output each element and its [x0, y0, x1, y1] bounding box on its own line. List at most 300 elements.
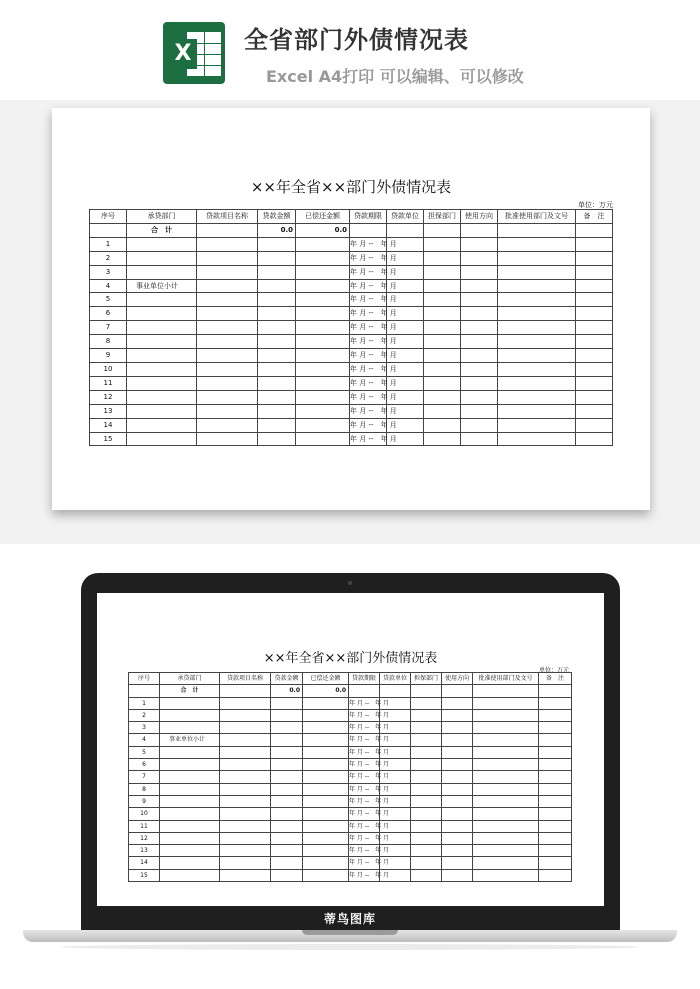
table-cell[interactable] — [442, 709, 473, 721]
term-cell[interactable]: 年 月 -- 年 月 — [350, 265, 387, 279]
table-cell[interactable] — [258, 321, 296, 335]
term-cell[interactable]: 年 月 -- 年 月 — [349, 832, 380, 844]
table-cell[interactable] — [220, 771, 271, 783]
table-cell[interactable] — [303, 869, 349, 881]
table-cell[interactable] — [539, 857, 572, 869]
table-cell[interactable] — [461, 279, 498, 293]
table-cell[interactable] — [303, 845, 349, 857]
table-cell[interactable] — [411, 685, 442, 697]
table-cell[interactable] — [424, 404, 461, 418]
table-cell[interactable] — [380, 685, 411, 697]
table-cell[interactable] — [271, 734, 303, 746]
column-header[interactable]: 已偿还金额 — [296, 210, 350, 224]
table-cell[interactable] — [461, 265, 498, 279]
table-cell[interactable] — [197, 404, 258, 418]
dept-cell[interactable] — [160, 722, 220, 734]
dept-cell[interactable] — [160, 820, 220, 832]
dept-cell[interactable] — [127, 362, 197, 376]
column-header[interactable]: 担保部门 — [424, 210, 461, 224]
table-cell[interactable] — [539, 771, 572, 783]
table-cell[interactable] — [296, 265, 350, 279]
table-cell[interactable] — [498, 251, 576, 265]
table-cell[interactable] — [197, 362, 258, 376]
row-number[interactable]: 15 — [129, 869, 160, 881]
row-number[interactable]: 13 — [90, 404, 127, 418]
term-cell[interactable]: 年 月 -- 年 月 — [350, 404, 387, 418]
table-cell[interactable] — [498, 307, 576, 321]
table-cell[interactable] — [539, 722, 572, 734]
table-cell[interactable] — [258, 390, 296, 404]
table-cell[interactable] — [296, 349, 350, 363]
table-cell[interactable] — [473, 771, 539, 783]
table-cell[interactable] — [424, 349, 461, 363]
table-cell[interactable] — [303, 709, 349, 721]
table-cell[interactable] — [539, 697, 572, 709]
table-cell[interactable] — [576, 418, 613, 432]
column-header[interactable]: 贷款金额 — [258, 210, 296, 224]
row-number[interactable]: 2 — [90, 251, 127, 265]
column-header[interactable]: 批准使用部门及文号 — [498, 210, 576, 224]
table-cell[interactable] — [411, 771, 442, 783]
column-header[interactable]: 贷款期限 — [349, 673, 380, 685]
dept-cell[interactable] — [160, 795, 220, 807]
row-number[interactable]: 6 — [129, 759, 160, 771]
column-header[interactable]: 担保部门 — [411, 673, 442, 685]
table-cell[interactable] — [271, 820, 303, 832]
term-cell[interactable]: 年 月 -- 年 月 — [350, 307, 387, 321]
term-cell[interactable]: 年 月 -- 年 月 — [349, 783, 380, 795]
table-cell[interactable] — [473, 832, 539, 844]
dept-cell[interactable] — [160, 709, 220, 721]
row-number[interactable]: 2 — [129, 709, 160, 721]
table-cell[interactable] — [424, 390, 461, 404]
table-cell[interactable] — [197, 237, 258, 251]
table-cell[interactable] — [303, 820, 349, 832]
column-header[interactable]: 序号 — [129, 673, 160, 685]
table-cell[interactable] — [296, 404, 350, 418]
table-cell[interactable] — [411, 795, 442, 807]
table-cell[interactable] — [271, 697, 303, 709]
table-cell[interactable] — [498, 349, 576, 363]
table-cell[interactable] — [271, 857, 303, 869]
table-cell[interactable] — [498, 404, 576, 418]
table-cell[interactable] — [442, 832, 473, 844]
table-cell[interactable] — [498, 223, 576, 237]
dept-cell[interactable] — [160, 759, 220, 771]
column-header[interactable]: 已偿还金额 — [303, 673, 349, 685]
table-cell[interactable] — [220, 795, 271, 807]
table-cell[interactable] — [576, 432, 613, 446]
table-cell[interactable] — [296, 237, 350, 251]
table-cell[interactable] — [411, 734, 442, 746]
dept-cell[interactable] — [160, 746, 220, 758]
table-cell[interactable] — [424, 223, 461, 237]
row-number[interactable]: 1 — [90, 237, 127, 251]
table-cell[interactable] — [303, 722, 349, 734]
total-repaid-amount[interactable]: 0.0 — [296, 223, 350, 237]
table-cell[interactable] — [473, 709, 539, 721]
dept-cell[interactable] — [127, 307, 197, 321]
dept-cell[interactable] — [127, 265, 197, 279]
table-cell[interactable] — [461, 432, 498, 446]
row-number[interactable]: 6 — [90, 307, 127, 321]
table-cell[interactable] — [271, 722, 303, 734]
dept-cell[interactable] — [127, 335, 197, 349]
table-cell[interactable] — [424, 335, 461, 349]
dept-cell[interactable] — [127, 418, 197, 432]
row-number[interactable]: 10 — [90, 362, 127, 376]
row-number[interactable]: 4 — [90, 279, 127, 293]
table-cell[interactable] — [296, 321, 350, 335]
row-number[interactable]: 5 — [90, 293, 127, 307]
term-cell[interactable]: 年 月 -- 年 月 — [349, 845, 380, 857]
dept-cell[interactable] — [160, 771, 220, 783]
table-cell[interactable] — [258, 404, 296, 418]
table-cell[interactable] — [197, 418, 258, 432]
table-cell[interactable] — [424, 376, 461, 390]
table-cell[interactable] — [461, 293, 498, 307]
table-cell[interactable] — [220, 697, 271, 709]
table-cell[interactable] — [296, 293, 350, 307]
row-number[interactable]: 14 — [90, 418, 127, 432]
row-number[interactable]: 10 — [129, 808, 160, 820]
table-cell[interactable] — [258, 237, 296, 251]
table-cell[interactable] — [461, 376, 498, 390]
table-cell[interactable] — [473, 746, 539, 758]
table-cell[interactable] — [220, 783, 271, 795]
row-number[interactable]: 14 — [129, 857, 160, 869]
column-header[interactable]: 贷款单位 — [387, 210, 424, 224]
table-cell[interactable] — [411, 845, 442, 857]
table-cell[interactable] — [303, 783, 349, 795]
table-cell[interactable] — [411, 759, 442, 771]
dept-cell[interactable] — [160, 832, 220, 844]
table-cell[interactable] — [258, 376, 296, 390]
total-label[interactable]: 合 计 — [160, 685, 220, 697]
table-cell[interactable] — [303, 795, 349, 807]
table-cell[interactable] — [220, 808, 271, 820]
row-number[interactable]: 5 — [129, 746, 160, 758]
table-cell[interactable] — [576, 335, 613, 349]
table-cell[interactable] — [220, 734, 271, 746]
table-cell[interactable] — [387, 223, 424, 237]
table-cell[interactable] — [258, 335, 296, 349]
column-header[interactable]: 贷款单位 — [380, 673, 411, 685]
table-cell[interactable] — [271, 746, 303, 758]
table-cell[interactable] — [411, 820, 442, 832]
term-cell[interactable]: 年 月 -- 年 月 — [350, 390, 387, 404]
table-cell[interactable] — [498, 237, 576, 251]
table-cell[interactable] — [442, 808, 473, 820]
term-cell[interactable]: 年 月 -- 年 月 — [349, 857, 380, 869]
term-cell[interactable]: 年 月 -- 年 月 — [349, 734, 380, 746]
table-cell[interactable] — [424, 265, 461, 279]
table-cell[interactable] — [442, 795, 473, 807]
term-cell[interactable]: 年 月 -- 年 月 — [349, 820, 380, 832]
term-cell[interactable]: 年 月 -- 年 月 — [350, 335, 387, 349]
table-cell[interactable] — [411, 783, 442, 795]
row-number[interactable]: 3 — [90, 265, 127, 279]
table-cell[interactable] — [271, 771, 303, 783]
table-cell[interactable] — [296, 307, 350, 321]
table-cell[interactable] — [197, 390, 258, 404]
row-number[interactable]: 4 — [129, 734, 160, 746]
column-header[interactable]: 批准使用部门及文号 — [473, 673, 539, 685]
table-cell[interactable] — [473, 783, 539, 795]
dept-cell[interactable] — [127, 432, 197, 446]
table-cell[interactable] — [296, 335, 350, 349]
table-cell[interactable] — [220, 759, 271, 771]
row-number[interactable]: 8 — [129, 783, 160, 795]
table-cell[interactable] — [271, 808, 303, 820]
table-cell[interactable] — [461, 321, 498, 335]
table-cell[interactable] — [539, 808, 572, 820]
table-cell[interactable] — [576, 223, 613, 237]
term-cell[interactable]: 年 月 -- 年 月 — [350, 251, 387, 265]
column-header[interactable]: 使用方向 — [442, 673, 473, 685]
table-cell[interactable] — [461, 390, 498, 404]
table-cell[interactable] — [296, 362, 350, 376]
table-cell[interactable] — [461, 418, 498, 432]
table-cell[interactable] — [296, 418, 350, 432]
table-cell[interactable] — [442, 734, 473, 746]
table-cell[interactable] — [473, 808, 539, 820]
dept-cell[interactable] — [127, 390, 197, 404]
table-cell[interactable] — [220, 869, 271, 881]
table-cell[interactable] — [220, 845, 271, 857]
table-cell[interactable] — [296, 279, 350, 293]
table-cell[interactable] — [296, 251, 350, 265]
table-cell[interactable] — [303, 734, 349, 746]
table-cell[interactable] — [303, 697, 349, 709]
table-cell[interactable] — [424, 362, 461, 376]
table-cell[interactable] — [197, 321, 258, 335]
term-cell[interactable]: 年 月 -- 年 月 — [349, 771, 380, 783]
dept-cell[interactable] — [127, 349, 197, 363]
table-cell[interactable] — [303, 808, 349, 820]
table-cell[interactable] — [197, 279, 258, 293]
table-cell[interactable] — [271, 845, 303, 857]
table-cell[interactable] — [258, 293, 296, 307]
table-cell[interactable] — [576, 390, 613, 404]
table-cell[interactable] — [197, 376, 258, 390]
column-header[interactable]: 序号 — [90, 210, 127, 224]
table-cell[interactable] — [473, 869, 539, 881]
table-cell[interactable] — [473, 759, 539, 771]
table-cell[interactable] — [498, 335, 576, 349]
term-cell[interactable]: 年 月 -- 年 月 — [350, 349, 387, 363]
column-header[interactable]: 备 注 — [539, 673, 572, 685]
dept-cell[interactable] — [127, 293, 197, 307]
table-cell[interactable] — [498, 265, 576, 279]
table-cell[interactable] — [424, 279, 461, 293]
column-header[interactable]: 承贷部门 — [127, 210, 197, 224]
table-cell[interactable] — [258, 265, 296, 279]
table-cell[interactable] — [424, 432, 461, 446]
total-label[interactable]: 合 计 — [127, 223, 197, 237]
table-cell[interactable] — [498, 362, 576, 376]
table-cell[interactable] — [424, 251, 461, 265]
table-cell[interactable] — [539, 820, 572, 832]
table-cell[interactable] — [461, 362, 498, 376]
table-cell[interactable] — [473, 845, 539, 857]
table-cell[interactable] — [442, 697, 473, 709]
table-cell[interactable] — [220, 709, 271, 721]
table-cell[interactable] — [539, 759, 572, 771]
row-number[interactable]: 15 — [90, 432, 127, 446]
row-number[interactable]: 1 — [129, 697, 160, 709]
term-cell[interactable]: 年 月 -- 年 月 — [349, 759, 380, 771]
table-cell[interactable] — [442, 771, 473, 783]
table-cell[interactable] — [296, 376, 350, 390]
table-cell[interactable] — [576, 251, 613, 265]
dept-cell[interactable]: 事业单位小计 — [160, 734, 220, 746]
term-cell[interactable]: 年 月 -- 年 月 — [350, 376, 387, 390]
dept-cell[interactable] — [160, 697, 220, 709]
table-cell[interactable] — [539, 734, 572, 746]
table-cell[interactable] — [220, 722, 271, 734]
dept-cell[interactable] — [127, 376, 197, 390]
table-cell[interactable] — [442, 783, 473, 795]
table-cell[interactable] — [461, 237, 498, 251]
table-cell[interactable] — [197, 335, 258, 349]
column-header[interactable]: 贷款金额 — [271, 673, 303, 685]
table-cell[interactable] — [442, 845, 473, 857]
table-cell[interactable] — [539, 685, 572, 697]
dept-cell[interactable] — [160, 869, 220, 881]
row-number[interactable]: 3 — [129, 722, 160, 734]
table-cell[interactable] — [576, 404, 613, 418]
table-cell[interactable] — [461, 251, 498, 265]
table-cell[interactable] — [539, 746, 572, 758]
term-cell[interactable]: 年 月 -- 年 月 — [349, 746, 380, 758]
row-number[interactable]: 12 — [90, 390, 127, 404]
table-cell[interactable] — [271, 869, 303, 881]
column-header[interactable]: 贷款期限 — [350, 210, 387, 224]
table-cell[interactable] — [442, 820, 473, 832]
table-cell[interactable] — [424, 293, 461, 307]
table-cell[interactable] — [258, 362, 296, 376]
dept-cell[interactable] — [160, 845, 220, 857]
table-cell[interactable] — [498, 293, 576, 307]
table-cell[interactable] — [576, 307, 613, 321]
table-cell[interactable] — [473, 685, 539, 697]
row-number[interactable]: 9 — [90, 349, 127, 363]
row-number[interactable]: 13 — [129, 845, 160, 857]
table-cell[interactable] — [424, 418, 461, 432]
table-cell[interactable] — [461, 307, 498, 321]
table-cell[interactable] — [442, 722, 473, 734]
table-cell[interactable] — [461, 349, 498, 363]
table-cell[interactable] — [411, 722, 442, 734]
table-cell[interactable] — [442, 869, 473, 881]
table-cell[interactable] — [303, 832, 349, 844]
table-cell[interactable] — [258, 349, 296, 363]
row-number[interactable]: 12 — [129, 832, 160, 844]
dept-cell[interactable] — [127, 404, 197, 418]
table-cell[interactable] — [90, 223, 127, 237]
dept-cell[interactable] — [127, 251, 197, 265]
dept-cell[interactable] — [127, 237, 197, 251]
term-cell[interactable]: 年 月 -- 年 月 — [350, 293, 387, 307]
table-cell[interactable] — [498, 376, 576, 390]
table-cell[interactable] — [576, 237, 613, 251]
table-cell[interactable] — [576, 321, 613, 335]
row-number[interactable]: 11 — [90, 376, 127, 390]
table-cell[interactable] — [303, 759, 349, 771]
table-cell[interactable] — [473, 734, 539, 746]
table-cell[interactable] — [539, 709, 572, 721]
table-cell[interactable] — [442, 746, 473, 758]
table-cell[interactable] — [461, 404, 498, 418]
total-repaid-amount[interactable]: 0.0 — [303, 685, 349, 697]
table-cell[interactable] — [424, 307, 461, 321]
total-loan-amount[interactable]: 0.0 — [271, 685, 303, 697]
dept-cell[interactable] — [160, 808, 220, 820]
term-cell[interactable]: 年 月 -- 年 月 — [350, 418, 387, 432]
table-cell[interactable] — [197, 307, 258, 321]
dept-cell[interactable]: 事业单位小计 — [127, 279, 197, 293]
table-cell[interactable] — [271, 709, 303, 721]
dept-cell[interactable] — [127, 321, 197, 335]
term-cell[interactable]: 年 月 -- 年 月 — [349, 808, 380, 820]
row-number[interactable]: 7 — [129, 771, 160, 783]
table-cell[interactable] — [576, 265, 613, 279]
table-cell[interactable] — [473, 857, 539, 869]
table-cell[interactable] — [129, 685, 160, 697]
table-cell[interactable] — [296, 432, 350, 446]
table-cell[interactable] — [258, 307, 296, 321]
table-cell[interactable] — [197, 349, 258, 363]
table-cell[interactable] — [271, 759, 303, 771]
table-cell[interactable] — [197, 265, 258, 279]
table-cell[interactable] — [473, 722, 539, 734]
column-header[interactable]: 贷款项目名称 — [220, 673, 271, 685]
table-cell[interactable] — [411, 869, 442, 881]
table-cell[interactable] — [197, 223, 258, 237]
total-loan-amount[interactable]: 0.0 — [258, 223, 296, 237]
column-header[interactable]: 承贷部门 — [160, 673, 220, 685]
table-cell[interactable] — [576, 376, 613, 390]
row-number[interactable]: 9 — [129, 795, 160, 807]
row-number[interactable]: 11 — [129, 820, 160, 832]
term-cell[interactable]: 年 月 -- 年 月 — [349, 795, 380, 807]
table-cell[interactable] — [473, 795, 539, 807]
table-cell[interactable] — [539, 845, 572, 857]
table-cell[interactable] — [271, 832, 303, 844]
table-cell[interactable] — [303, 746, 349, 758]
table-cell[interactable] — [349, 685, 380, 697]
table-cell[interactable] — [498, 321, 576, 335]
table-cell[interactable] — [411, 697, 442, 709]
dept-cell[interactable] — [160, 857, 220, 869]
term-cell[interactable]: 年 月 -- 年 月 — [349, 869, 380, 881]
table-cell[interactable] — [539, 795, 572, 807]
table-cell[interactable] — [411, 709, 442, 721]
table-cell[interactable] — [220, 685, 271, 697]
table-cell[interactable] — [258, 432, 296, 446]
table-cell[interactable] — [271, 795, 303, 807]
table-cell[interactable] — [258, 251, 296, 265]
table-cell[interactable] — [442, 685, 473, 697]
table-cell[interactable] — [424, 237, 461, 251]
row-number[interactable]: 8 — [90, 335, 127, 349]
table-cell[interactable] — [411, 746, 442, 758]
term-cell[interactable]: 年 月 -- 年 月 — [350, 362, 387, 376]
term-cell[interactable]: 年 月 -- 年 月 — [350, 279, 387, 293]
table-cell[interactable] — [411, 832, 442, 844]
table-cell[interactable] — [461, 335, 498, 349]
